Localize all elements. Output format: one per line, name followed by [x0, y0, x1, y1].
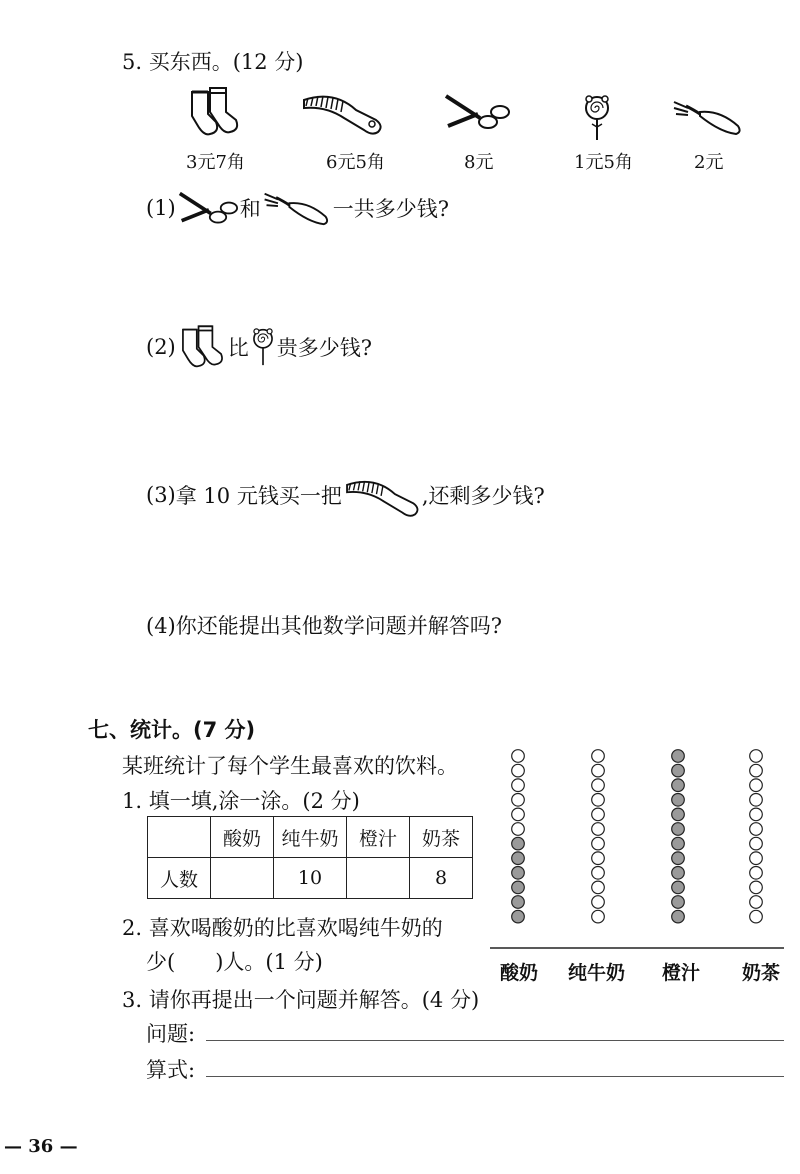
pictograph-circle[interactable] — [672, 881, 685, 894]
pictograph-circle[interactable] — [512, 823, 525, 836]
table-cell-juice[interactable] — [347, 858, 410, 899]
question-1-number: (1) — [146, 196, 176, 220]
chart-category-label: 纯牛奶 — [568, 962, 626, 984]
pictograph-circle[interactable] — [592, 823, 605, 836]
pictograph-circle[interactable] — [592, 779, 605, 792]
table-cell-milk[interactable]: 10 — [274, 858, 347, 899]
pictograph-circle[interactable] — [592, 750, 605, 763]
section-5-title: 5. 买东西。(12 分) — [122, 50, 304, 74]
pictograph-circle[interactable] — [750, 896, 763, 909]
comb-icon — [300, 86, 384, 136]
pictograph-circle[interactable] — [512, 896, 525, 909]
price-scissors: 8元 — [464, 152, 494, 173]
price-fork: 2元 — [694, 152, 724, 173]
socks-icon — [176, 322, 228, 372]
question-3-tail: ,还剩多少钱? — [421, 484, 545, 508]
pictograph-circle[interactable] — [512, 852, 525, 865]
table-row-label: 人数 — [148, 858, 211, 899]
pictograph-circle[interactable] — [750, 794, 763, 807]
pictograph-circle[interactable] — [592, 808, 605, 821]
pictograph-circle[interactable] — [672, 750, 685, 763]
chart-category-label: 酸奶 — [500, 962, 539, 984]
socks-icon — [184, 84, 244, 140]
pictograph-circle[interactable] — [750, 867, 763, 880]
table-header-row — [148, 817, 473, 858]
pictograph-circle[interactable] — [592, 794, 605, 807]
question-answer-line[interactable] — [206, 1040, 784, 1041]
sub-question-3: 3. 请你再提出一个问题并解答。(4 分) — [122, 988, 480, 1012]
pictograph-circle[interactable] — [592, 881, 605, 894]
pictograph-circle[interactable] — [672, 852, 685, 865]
pictograph-circle[interactable] — [512, 750, 525, 763]
pictograph-circle[interactable] — [672, 794, 685, 807]
sub-question-2-line-2: 少( )人。(1 分) — [146, 950, 323, 974]
drink-table — [147, 816, 473, 899]
fork-icon — [261, 188, 333, 228]
question-1-and: 和 — [239, 197, 261, 221]
pictograph-circle[interactable] — [750, 779, 763, 792]
question-4: (4)你还能提出其他数学问题并解答吗? — [146, 614, 503, 638]
pictograph-circle[interactable] — [750, 808, 763, 821]
pictograph-circle[interactable] — [672, 823, 685, 836]
table-cell-milktea[interactable]: 8 — [410, 858, 473, 899]
page-number: — 36 — — [4, 1136, 78, 1157]
table-header-cell — [148, 817, 211, 858]
pictograph-circle[interactable] — [750, 881, 763, 894]
section-7-intro: 某班统计了每个学生最喜欢的饮料。 — [122, 754, 458, 778]
pictograph-circle[interactable] — [512, 910, 525, 923]
price-comb: 6元5角 — [326, 152, 385, 173]
pictograph-circle[interactable] — [750, 823, 763, 836]
drink-pictograph — [488, 742, 788, 952]
pictograph-circle[interactable] — [512, 764, 525, 777]
question-2-than: 比 — [227, 336, 249, 360]
pictograph-circle[interactable] — [512, 837, 525, 850]
formula-answer-line[interactable] — [206, 1076, 784, 1077]
question-2 — [146, 322, 372, 372]
lollipop-icon — [580, 94, 614, 142]
pictograph-circle[interactable] — [592, 896, 605, 909]
pictograph-circle[interactable] — [592, 837, 605, 850]
sub-question-2-line-1: 2. 喜欢喝酸奶的比喜欢喝纯牛奶的 — [122, 916, 443, 940]
pictograph-circle[interactable] — [750, 764, 763, 777]
table-header-cell: 纯牛奶 — [274, 817, 347, 858]
pictograph-circle[interactable] — [512, 808, 525, 821]
question-label: 问题: — [146, 1022, 196, 1046]
pictograph-circle[interactable] — [672, 867, 685, 880]
pictograph-circle[interactable] — [672, 910, 685, 923]
pictograph-circle[interactable] — [750, 852, 763, 865]
question-1 — [146, 186, 449, 230]
price-socks: 3元7角 — [186, 152, 245, 173]
table-row — [148, 858, 473, 899]
question-3-head: 拿 10 元钱买一把 — [175, 484, 342, 508]
pictograph-circle[interactable] — [672, 896, 685, 909]
question-2-number: (2) — [146, 335, 176, 359]
pictograph-circle[interactable] — [592, 852, 605, 865]
pictograph-circle[interactable] — [672, 808, 685, 821]
chart-category-label: 奶茶 — [742, 962, 781, 984]
sub-question-1: 1. 填一填,涂一涂。(2 分) — [122, 789, 360, 813]
pictograph-circle[interactable] — [592, 764, 605, 777]
table-header-cell: 酸奶 — [211, 817, 274, 858]
scissors-icon — [176, 188, 240, 228]
pictograph-circle[interactable] — [512, 794, 525, 807]
question-2-tail: 贵多少钱? — [276, 336, 373, 360]
lollipop-icon — [249, 325, 277, 369]
pictograph-circle[interactable] — [672, 837, 685, 850]
pictograph-circle[interactable] — [592, 910, 605, 923]
pictograph-circle[interactable] — [672, 764, 685, 777]
table-header-cell: 奶茶 — [410, 817, 473, 858]
table-cell-yogurt[interactable] — [211, 858, 274, 899]
pictograph-circle[interactable] — [750, 910, 763, 923]
pictograph-circle[interactable] — [750, 837, 763, 850]
question-3 — [146, 470, 545, 520]
price-lollipop: 1元5角 — [574, 152, 633, 173]
table-header-cell: 橙汁 — [347, 817, 410, 858]
question-3-number: (3) — [146, 483, 176, 507]
pictograph-circle[interactable] — [512, 867, 525, 880]
formula-label: 算式: — [146, 1058, 196, 1082]
pictograph-circle[interactable] — [750, 750, 763, 763]
pictograph-circle[interactable] — [672, 779, 685, 792]
pictograph-circle[interactable] — [512, 881, 525, 894]
fork-icon — [672, 96, 744, 138]
chart-category-label: 橙汁 — [662, 962, 701, 984]
comb-icon — [342, 472, 422, 518]
pictograph-circle[interactable] — [512, 779, 525, 792]
question-1-tail: 一共多少钱? — [332, 197, 450, 221]
scissors-icon — [442, 90, 512, 134]
section-7-title: 七、统计。(7 分) — [88, 718, 256, 742]
pictograph-circle[interactable] — [592, 867, 605, 880]
